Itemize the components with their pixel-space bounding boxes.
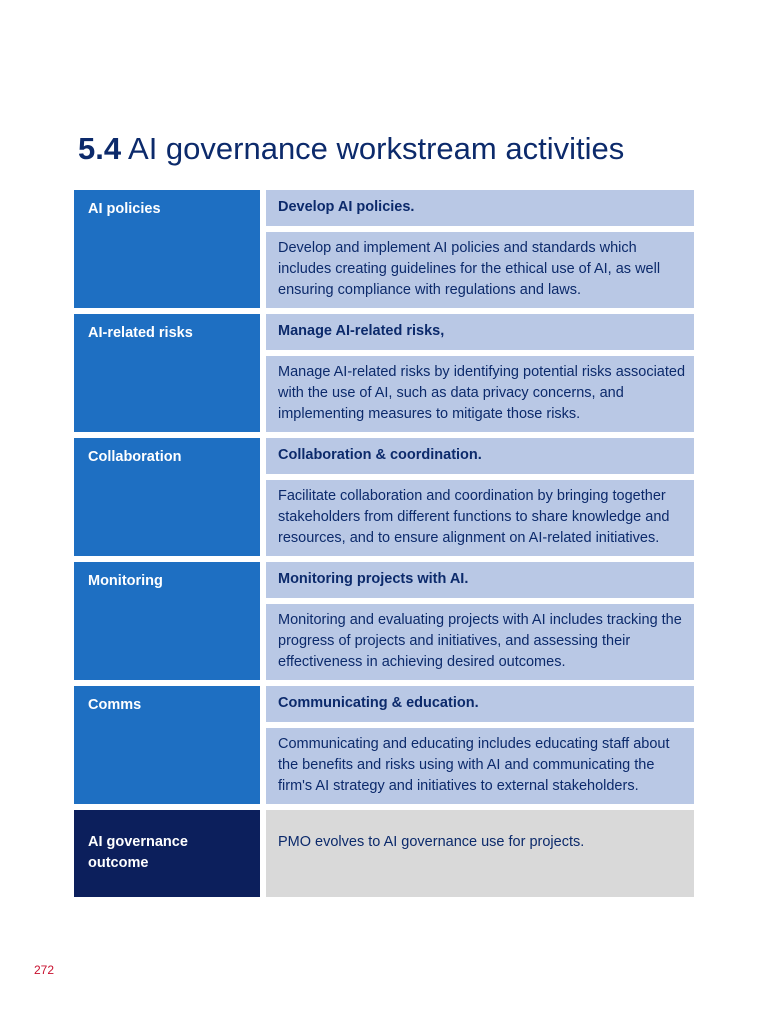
activity-label: AI policies bbox=[74, 190, 260, 308]
activity-description: Develop and implement AI policies and standards which includes creating guidelines for the ethical use of AI, as well ensuring compliance with regulations and laws. bbox=[266, 232, 694, 308]
activity-heading: Manage AI-related risks, bbox=[266, 314, 694, 350]
page-title bbox=[78, 131, 624, 167]
activity-heading: Develop AI policies. bbox=[266, 190, 694, 226]
activity-heading: Communicating & education. bbox=[266, 686, 694, 722]
activity-heading: Monitoring projects with AI. bbox=[266, 562, 694, 598]
page-number: 272 bbox=[34, 963, 55, 977]
activity-description: Manage AI-related risks by identifying potential risks associated with the use of AI, such as data privacy concerns, and implementing measures to mitigate those risks. bbox=[266, 356, 694, 432]
activity-label: Collaboration bbox=[74, 438, 260, 556]
section-number: 5.4 bbox=[78, 131, 122, 166]
table-row bbox=[74, 190, 694, 308]
table-row bbox=[74, 314, 694, 432]
activity-description: Communicating and educating includes educating staff about the benefits and risks using with AI and communicating the firm's AI strategy and initiatives to external stakeholders. bbox=[266, 728, 694, 804]
activity-description: Monitoring and evaluating projects with AI includes tracking the progress of projects and initiatives, and assessing their effectiveness in achieving desired outcomes. bbox=[266, 604, 694, 680]
outcome-row bbox=[74, 810, 694, 897]
table-row bbox=[74, 562, 694, 680]
activity-label: AI-related risks bbox=[74, 314, 260, 432]
activity-label: Monitoring bbox=[74, 562, 260, 680]
activity-description: Facilitate collaboration and coordination by bringing together stakeholders from different functions to share knowledge and resources, and to ensure alignment on AI-related initiatives. bbox=[266, 480, 694, 556]
outcome-text: PMO evolves to AI governance use for projects. bbox=[266, 810, 694, 897]
activity-label: Comms bbox=[74, 686, 260, 804]
activity-heading: Collaboration & coordination. bbox=[266, 438, 694, 474]
outcome-label: AI governance outcome bbox=[74, 810, 260, 897]
table-row bbox=[74, 438, 694, 556]
activities-table bbox=[74, 190, 694, 897]
table-row bbox=[74, 686, 694, 804]
section-title: AI governance workstream activities bbox=[128, 131, 625, 166]
